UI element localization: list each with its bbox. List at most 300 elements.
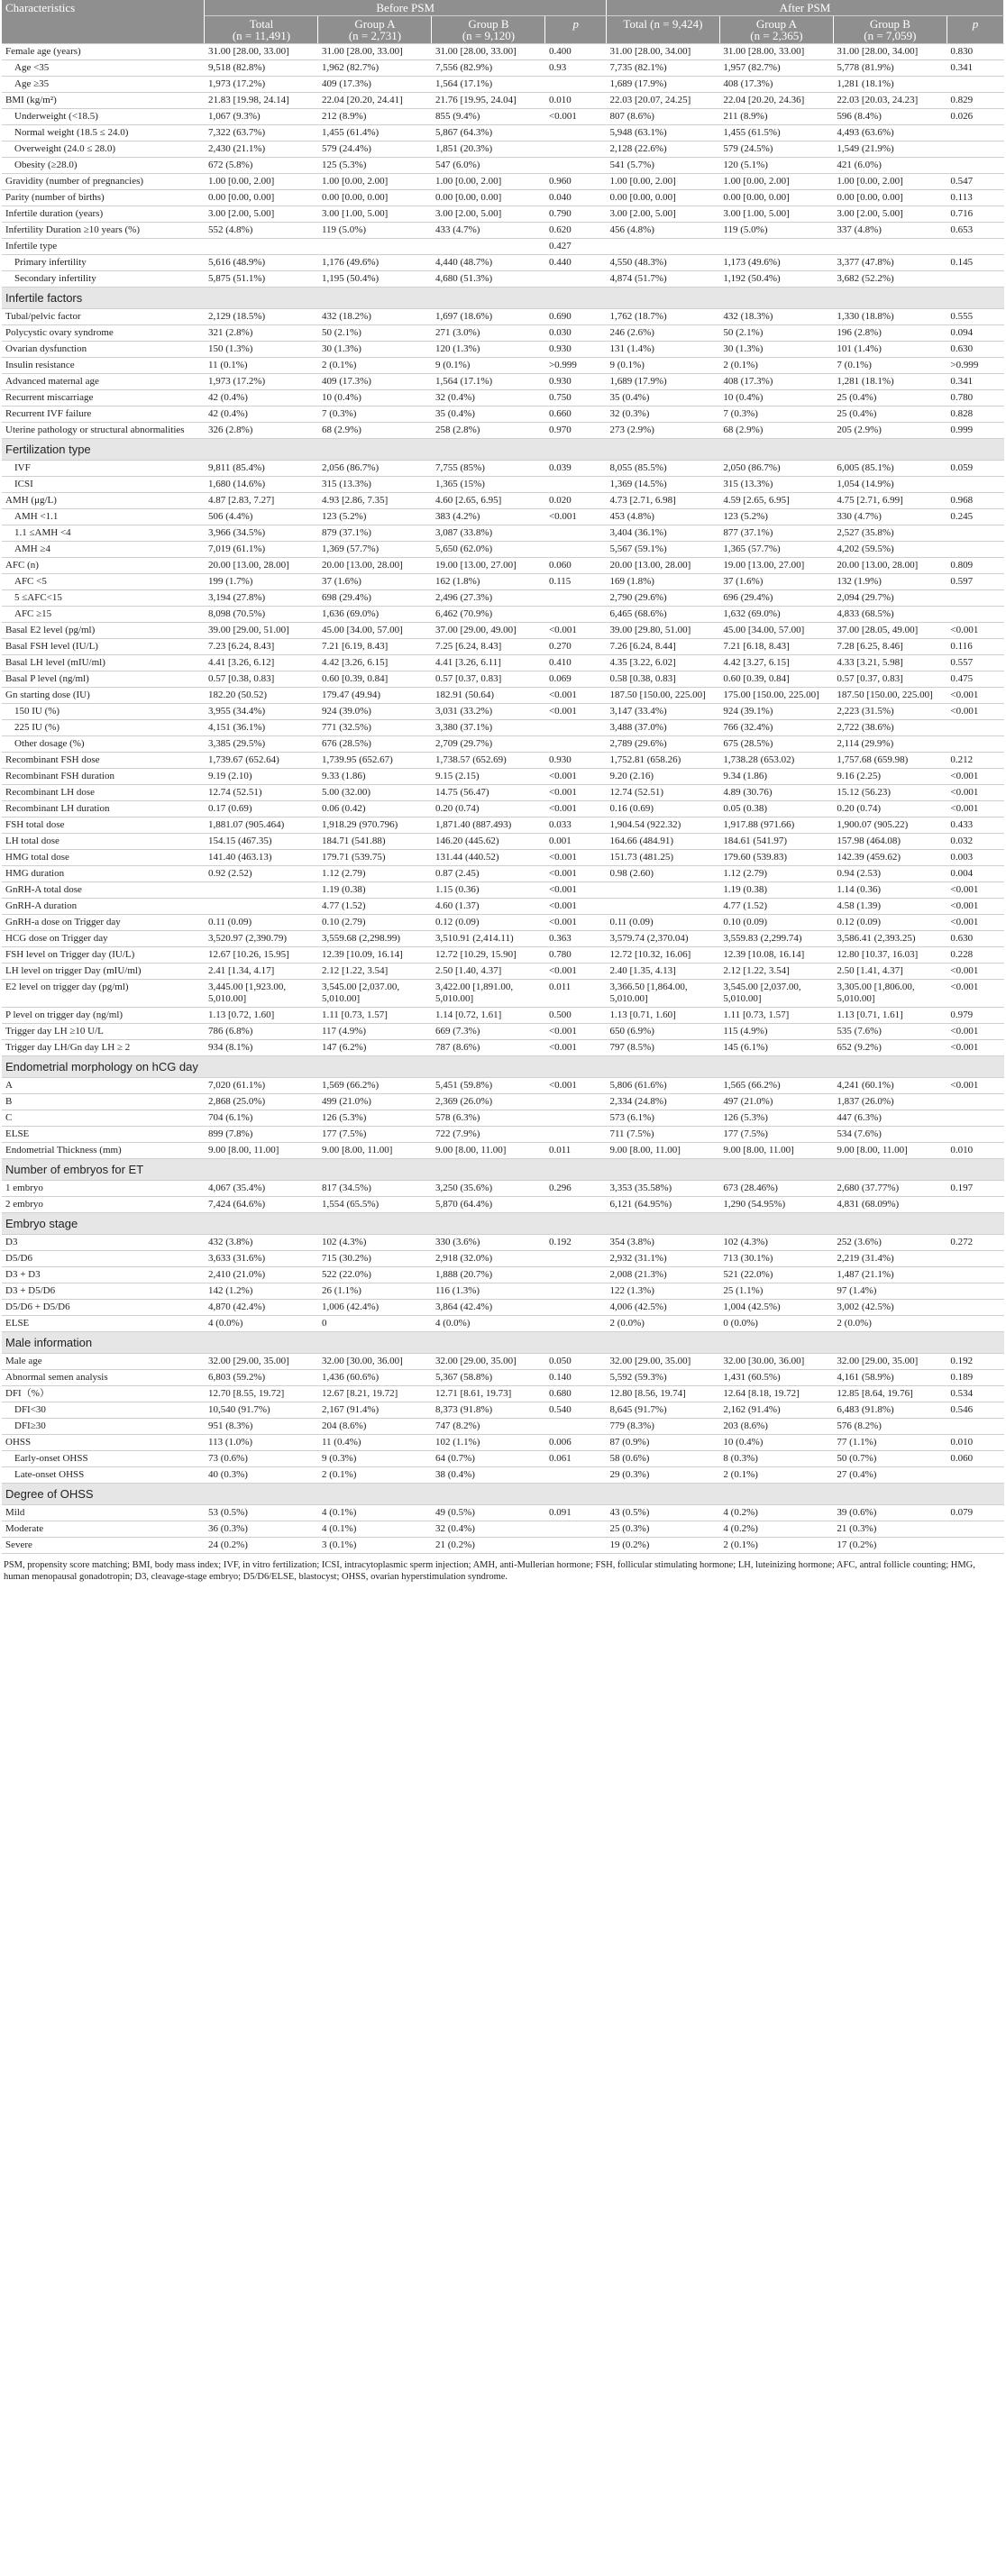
table-cell: 3,404 (36.1%) bbox=[606, 525, 719, 542]
table-cell: 53 (0.5%) bbox=[205, 1505, 318, 1521]
row-label: DFI≥30 bbox=[2, 1419, 205, 1435]
table-cell: 3.00 [2.00, 5.00] bbox=[833, 206, 947, 223]
table-cell: <0.001 bbox=[947, 1024, 1003, 1040]
table-cell: <0.001 bbox=[545, 688, 607, 704]
table-cell: 432 (3.8%) bbox=[205, 1235, 318, 1251]
table-cell: 0.690 bbox=[545, 309, 607, 325]
table-cell: 2 (0.1%) bbox=[318, 358, 432, 374]
row-label: Late-onset OHSS bbox=[2, 1467, 205, 1484]
table-cell: 11 (0.4%) bbox=[318, 1435, 432, 1451]
table-cell: 0.57 [0.38, 0.83] bbox=[205, 671, 318, 688]
table-cell: 1,431 (60.5%) bbox=[719, 1370, 833, 1386]
table-cell: 522 (22.0%) bbox=[318, 1267, 432, 1283]
table-cell: 252 (3.6%) bbox=[833, 1235, 947, 1251]
table-cell: 1,369 (57.7%) bbox=[318, 542, 432, 558]
table-cell: 9.16 (2.25) bbox=[833, 769, 947, 785]
row-label: Female age (years) bbox=[2, 44, 205, 60]
table-cell: 4.77 (1.52) bbox=[719, 899, 833, 915]
table-cell: 9 (0.3%) bbox=[318, 1451, 432, 1467]
table-cell: 4 (0.1%) bbox=[318, 1521, 432, 1538]
row-label: GnRH-A duration bbox=[2, 899, 205, 915]
table-cell: 58 (0.6%) bbox=[606, 1451, 719, 1467]
table-cell: 1.19 (0.38) bbox=[318, 882, 432, 899]
table-cell: 50 (2.1%) bbox=[318, 325, 432, 342]
row-label: Recombinant LH dose bbox=[2, 785, 205, 801]
table-cell: 1.12 (2.79) bbox=[719, 866, 833, 882]
table-cell bbox=[947, 1127, 1003, 1143]
table-cell: 696 (29.4%) bbox=[719, 590, 833, 607]
table-cell: 0.809 bbox=[947, 558, 1003, 574]
table-cell: 0.93 bbox=[545, 60, 607, 77]
table-cell: 0.400 bbox=[545, 44, 607, 60]
table-cell: 32.00 [30.00, 36.00] bbox=[719, 1354, 833, 1370]
table-cell: 573 (6.1%) bbox=[606, 1110, 719, 1127]
table-cell: 204 (8.6%) bbox=[318, 1419, 432, 1435]
table-cell: 31.00 [28.00, 33.00] bbox=[432, 44, 545, 60]
table-row bbox=[2, 1419, 1004, 1435]
table-row bbox=[2, 525, 1004, 542]
table-cell bbox=[205, 882, 318, 899]
table-cell: 2,369 (26.0%) bbox=[432, 1094, 545, 1110]
table-cell: 20.00 [13.00, 28.00] bbox=[606, 558, 719, 574]
table-cell: 409 (17.3%) bbox=[318, 374, 432, 390]
table-cell: 3,366.50 [1,864.00, 5,010.00] bbox=[606, 980, 719, 1008]
table-row bbox=[2, 325, 1004, 342]
table-cell: 0.94 (2.53) bbox=[833, 866, 947, 882]
table-cell: 2,128 (22.6%) bbox=[606, 142, 719, 158]
table-row bbox=[2, 125, 1004, 142]
table-cell: 0.11 (0.09) bbox=[205, 915, 318, 931]
table-cell: 120 (5.1%) bbox=[719, 158, 833, 174]
table-cell: 187.50 [150.00, 225.00] bbox=[606, 688, 719, 704]
table-cell: 12.64 [8.18, 19.72] bbox=[719, 1386, 833, 1402]
table-cell: 1,738.57 (652.69) bbox=[432, 753, 545, 769]
table-cell: 77 (1.1%) bbox=[833, 1435, 947, 1451]
table-cell: 21 (0.3%) bbox=[833, 1521, 947, 1538]
table-cell: 596 (8.4%) bbox=[833, 109, 947, 125]
table-cell bbox=[947, 158, 1003, 174]
table-cell: 4,440 (48.7%) bbox=[432, 255, 545, 271]
table-row bbox=[2, 142, 1004, 158]
table-cell: 0.410 bbox=[545, 655, 607, 671]
table-cell: <0.001 bbox=[947, 1040, 1003, 1056]
table-cell: 1,888 (20.7%) bbox=[432, 1267, 545, 1283]
table-cell bbox=[432, 239, 545, 255]
table-cell: 151.73 (481.25) bbox=[606, 850, 719, 866]
table-cell: 456 (4.8%) bbox=[606, 223, 719, 239]
table-cell: 12.70 [8.55, 19.72] bbox=[205, 1386, 318, 1402]
table-cell: 2,056 (86.7%) bbox=[318, 461, 432, 477]
table-cell: 4,202 (59.5%) bbox=[833, 542, 947, 558]
table-cell: 4.87 [2.83, 7.27] bbox=[205, 493, 318, 509]
table-cell: 4 (0.0%) bbox=[205, 1316, 318, 1332]
table-cell: 576 (8.2%) bbox=[833, 1419, 947, 1435]
table-cell: <0.001 bbox=[947, 882, 1003, 899]
row-label: HMG total dose bbox=[2, 850, 205, 866]
table-cell: 31.00 [28.00, 33.00] bbox=[719, 44, 833, 60]
header-characteristics: Characteristics bbox=[2, 0, 205, 44]
table-cell: 8,055 (85.5%) bbox=[606, 461, 719, 477]
table-cell: 32.00 [29.00, 35.00] bbox=[205, 1354, 318, 1370]
table-cell bbox=[545, 590, 607, 607]
table-cell: 0.115 bbox=[545, 574, 607, 590]
table-cell: 0.004 bbox=[947, 866, 1003, 882]
table-cell: 2.40 [1.35, 4.13] bbox=[606, 964, 719, 980]
table-row bbox=[2, 109, 1004, 125]
table-cell bbox=[545, 1300, 607, 1316]
table-cell: 9,518 (82.8%) bbox=[205, 60, 318, 77]
table-cell bbox=[606, 239, 719, 255]
table-cell: 0.58 [0.38, 0.83] bbox=[606, 671, 719, 688]
table-cell: 2,008 (21.3%) bbox=[606, 1267, 719, 1283]
table-cell: >0.999 bbox=[545, 358, 607, 374]
table-cell: 1,290 (54.95%) bbox=[719, 1197, 833, 1213]
table-cell: 3,559.83 (2,299.74) bbox=[719, 931, 833, 947]
section-header bbox=[2, 1056, 1004, 1078]
table-cell: 120 (1.3%) bbox=[432, 342, 545, 358]
row-label: GnRH-a dose on Trigger day bbox=[2, 915, 205, 931]
table-cell: 432 (18.2%) bbox=[318, 309, 432, 325]
table-cell: 25 (0.3%) bbox=[606, 1521, 719, 1538]
section-header bbox=[2, 1159, 1004, 1181]
table-cell: <0.001 bbox=[545, 769, 607, 785]
table-row bbox=[2, 1386, 1004, 1402]
table-cell: 3,966 (34.5%) bbox=[205, 525, 318, 542]
table-row bbox=[2, 1451, 1004, 1467]
table-cell: 315 (13.3%) bbox=[318, 477, 432, 493]
table-cell bbox=[947, 271, 1003, 288]
table-cell: 0.00 [0.00, 0.00] bbox=[205, 190, 318, 206]
row-label: AFC ≥15 bbox=[2, 607, 205, 623]
table-cell bbox=[947, 1094, 1003, 1110]
header-before-psm: Before PSM bbox=[205, 0, 606, 16]
table-cell bbox=[545, 1521, 607, 1538]
table-row bbox=[2, 190, 1004, 206]
row-label: P level on trigger day (ng/ml) bbox=[2, 1008, 205, 1024]
table-cell bbox=[545, 1267, 607, 1283]
table-cell: 0.228 bbox=[947, 947, 1003, 964]
table-cell: 3,545.00 [2,037.00, 5,010.00] bbox=[318, 980, 432, 1008]
row-label: DFI（%） bbox=[2, 1386, 205, 1402]
table-cell: 2,789 (29.6%) bbox=[606, 736, 719, 753]
table-cell: 1.00 [0.00, 2.00] bbox=[606, 174, 719, 190]
table-cell: 1,636 (69.0%) bbox=[318, 607, 432, 623]
table-cell: 32 (0.4%) bbox=[432, 390, 545, 406]
section-header bbox=[2, 288, 1004, 309]
row-label: Basal P level (ng/ml) bbox=[2, 671, 205, 688]
table-cell: 26 (1.1%) bbox=[318, 1283, 432, 1300]
table-cell bbox=[545, 1197, 607, 1213]
table-cell: 1.00 [0.00, 2.00] bbox=[432, 174, 545, 190]
section-header bbox=[2, 439, 1004, 461]
table-row bbox=[2, 720, 1004, 736]
row-label: Basal E2 level (pg/ml) bbox=[2, 623, 205, 639]
row-label: AMH ≥4 bbox=[2, 542, 205, 558]
row-label: Recombinant LH duration bbox=[2, 801, 205, 818]
table-cell: 2 (0.1%) bbox=[719, 1467, 833, 1484]
table-cell: 0.026 bbox=[947, 109, 1003, 125]
table-cell: 7,556 (82.9%) bbox=[432, 60, 545, 77]
table-cell: 4 (0.2%) bbox=[719, 1505, 833, 1521]
table-cell: 8 (0.3%) bbox=[719, 1451, 833, 1467]
table-cell: 0.790 bbox=[545, 206, 607, 223]
row-label: AFC (n) bbox=[2, 558, 205, 574]
table-cell: 0.60 [0.39, 0.84] bbox=[719, 671, 833, 688]
table-cell: 4.35 [3.22, 6.02] bbox=[606, 655, 719, 671]
table-cell: 4,493 (63.6%) bbox=[833, 125, 947, 142]
table-cell: 934 (8.1%) bbox=[205, 1040, 318, 1056]
table-row bbox=[2, 1370, 1004, 1386]
table-cell bbox=[947, 720, 1003, 736]
table-cell: 4,151 (36.1%) bbox=[205, 720, 318, 736]
table-row bbox=[2, 255, 1004, 271]
table-cell bbox=[947, 77, 1003, 93]
table-cell: 68 (2.9%) bbox=[719, 423, 833, 439]
table-cell: 1,569 (66.2%) bbox=[318, 1078, 432, 1094]
table-cell: 3,445.00 [1,923.00, 5,010.00] bbox=[205, 980, 318, 1008]
table-cell: 7.23 [6.24, 8.43] bbox=[205, 639, 318, 655]
table-cell bbox=[545, 607, 607, 623]
table-cell: 0.427 bbox=[545, 239, 607, 255]
table-row bbox=[2, 174, 1004, 190]
table-cell: 2.12 [1.22, 3.54] bbox=[318, 964, 432, 980]
table-cell: 0.069 bbox=[545, 671, 607, 688]
table-row bbox=[2, 423, 1004, 439]
table-cell: 1,973 (17.2%) bbox=[205, 77, 318, 93]
row-label: AFC <5 bbox=[2, 574, 205, 590]
table-cell: 1.00 [0.00, 2.00] bbox=[205, 174, 318, 190]
table-row bbox=[2, 271, 1004, 288]
table-cell: 20.00 [13.00, 28.00] bbox=[205, 558, 318, 574]
table-cell: 50 (0.7%) bbox=[833, 1451, 947, 1467]
table-cell: 0.653 bbox=[947, 223, 1003, 239]
table-cell: 3,422.00 [1,891.00, 5,010.00] bbox=[432, 980, 545, 1008]
table-row bbox=[2, 509, 1004, 525]
table-cell: 12.71 [8.61, 19.73] bbox=[432, 1386, 545, 1402]
table-cell: 3.00 [2.00, 5.00] bbox=[606, 206, 719, 223]
table-cell: 4,067 (35.4%) bbox=[205, 1181, 318, 1197]
row-label: Gravidity (number of pregnancies) bbox=[2, 174, 205, 190]
table-cell: 1.00 [0.00, 2.00] bbox=[719, 174, 833, 190]
table-cell: 715 (30.2%) bbox=[318, 1251, 432, 1267]
table-cell: 675 (28.5%) bbox=[719, 736, 833, 753]
table-row bbox=[2, 1008, 1004, 1024]
table-cell: 1,851 (20.3%) bbox=[432, 142, 545, 158]
table-cell bbox=[205, 239, 318, 255]
table-row bbox=[2, 390, 1004, 406]
table-cell: 30 (1.3%) bbox=[719, 342, 833, 358]
table-cell: 40 (0.3%) bbox=[205, 1467, 318, 1484]
table-cell: 43 (0.5%) bbox=[606, 1505, 719, 1521]
table-cell: 12.72 [10.29, 15.90] bbox=[432, 947, 545, 964]
table-cell: <0.001 bbox=[545, 899, 607, 915]
table-cell: 7,755 (85%) bbox=[432, 461, 545, 477]
table-cell: <0.001 bbox=[947, 623, 1003, 639]
table-cell: 521 (22.0%) bbox=[719, 1267, 833, 1283]
table-cell: 1,192 (50.4%) bbox=[719, 271, 833, 288]
table-cell: 0.440 bbox=[545, 255, 607, 271]
table-cell: 0.557 bbox=[947, 655, 1003, 671]
row-label: Other dosage (%) bbox=[2, 736, 205, 753]
table-cell: 7,322 (63.7%) bbox=[205, 125, 318, 142]
table-cell: 68 (2.9%) bbox=[318, 423, 432, 439]
table-row bbox=[2, 1267, 1004, 1283]
table-row bbox=[2, 558, 1004, 574]
table-cell: 20.00 [13.00, 28.00] bbox=[833, 558, 947, 574]
table-cell: 35 (0.4%) bbox=[432, 406, 545, 423]
table-row bbox=[2, 1251, 1004, 1267]
row-label: Underweight (<18.5) bbox=[2, 109, 205, 125]
table-cell: 3,488 (37.0%) bbox=[606, 720, 719, 736]
table-cell: 30 (1.3%) bbox=[318, 342, 432, 358]
table-cell: 676 (28.5%) bbox=[318, 736, 432, 753]
table-cell: 142 (1.2%) bbox=[205, 1283, 318, 1300]
table-cell: 4.33 [3.21, 5.98] bbox=[833, 655, 947, 671]
table-row bbox=[2, 493, 1004, 509]
table-row bbox=[2, 223, 1004, 239]
table-cell bbox=[205, 899, 318, 915]
table-cell: 37.00 [29.00, 49.00] bbox=[432, 623, 545, 639]
table-footnote: PSM, propensity score matching; BMI, body mass index; IVF, in vitro fertilization; ICSI, intracytoplasmic sperm injection; AMH, anti-Mullerian hormone; FSH, follicular stimulating hormone; LH, luteinizing hormone; AFC, antral follicle counting; HMG, human menopausal gonadotropin; D3, cleavage-stage embryo; D5/D6/ELSE, blastocyst; OHSS, ovarian hyperstimulation syndrome. bbox=[4, 1560, 975, 1582]
table-cell: 0.091 bbox=[545, 1505, 607, 1521]
table-cell: 0.999 bbox=[947, 423, 1003, 439]
table-cell: 704 (6.1%) bbox=[205, 1110, 318, 1127]
table-cell: 0.92 (2.52) bbox=[205, 866, 318, 882]
table-cell bbox=[947, 1251, 1003, 1267]
table-cell: 182.20 (50.52) bbox=[205, 688, 318, 704]
table-cell bbox=[545, 736, 607, 753]
table-cell: <0.001 bbox=[545, 1078, 607, 1094]
table-cell: 7.21 [6.18, 8.43] bbox=[719, 639, 833, 655]
table-cell: 0.020 bbox=[545, 493, 607, 509]
table-cell: 0.930 bbox=[545, 342, 607, 358]
table-cell: 12.67 [8.21, 19.72] bbox=[318, 1386, 432, 1402]
table-cell: 3,377 (47.8%) bbox=[833, 255, 947, 271]
row-label: Gn starting dose (IU) bbox=[2, 688, 205, 704]
table-cell: 154.15 (467.35) bbox=[205, 834, 318, 850]
table-cell: 3,305.00 [1,806.00, 5,010.00] bbox=[833, 980, 947, 1008]
table-row bbox=[2, 639, 1004, 655]
table-cell: 7 (0.1%) bbox=[833, 358, 947, 374]
table-cell: 330 (4.7%) bbox=[833, 509, 947, 525]
table-cell bbox=[545, 1467, 607, 1484]
row-label: Endometrial Thickness (mm) bbox=[2, 1143, 205, 1159]
table-cell: 0.079 bbox=[947, 1505, 1003, 1521]
table-cell: 1,564 (17.1%) bbox=[432, 374, 545, 390]
table-row bbox=[2, 1181, 1004, 1197]
table-row bbox=[2, 1467, 1004, 1484]
table-cell: 3,510.91 (2,414.11) bbox=[432, 931, 545, 947]
table-cell: 11 (0.1%) bbox=[205, 358, 318, 374]
table-cell: 115 (4.9%) bbox=[719, 1024, 833, 1040]
table-row bbox=[2, 477, 1004, 493]
table-cell: 102 (4.3%) bbox=[318, 1235, 432, 1251]
table-cell: 8,645 (91.7%) bbox=[606, 1402, 719, 1419]
table-cell: 3,031 (33.2%) bbox=[432, 704, 545, 720]
table-cell: 3,545.00 [2,037.00, 5,010.00] bbox=[719, 980, 833, 1008]
table-cell: 24 (0.2%) bbox=[205, 1538, 318, 1554]
table-cell: 0.555 bbox=[947, 309, 1003, 325]
table-cell: 0.20 (0.74) bbox=[432, 801, 545, 818]
table-cell: 32 (0.3%) bbox=[606, 406, 719, 423]
table-cell: 1,369 (14.5%) bbox=[606, 477, 719, 493]
row-label: Infertile duration (years) bbox=[2, 206, 205, 223]
table-row bbox=[2, 980, 1004, 1008]
table-cell: 2.50 [1.40, 4.37] bbox=[432, 964, 545, 980]
table-cell: 19 (0.2%) bbox=[606, 1538, 719, 1554]
table-cell: 22.04 [20.20, 24.36] bbox=[719, 93, 833, 109]
table-cell: 855 (9.4%) bbox=[432, 109, 545, 125]
table-cell: <0.001 bbox=[947, 964, 1003, 980]
table-row bbox=[2, 1505, 1004, 1521]
table-cell: 4.58 (1.39) bbox=[833, 899, 947, 915]
table-cell: 177 (7.5%) bbox=[318, 1127, 432, 1143]
table-cell: <0.001 bbox=[947, 704, 1003, 720]
table-cell: 3,194 (27.8%) bbox=[205, 590, 318, 607]
table-cell: 0.116 bbox=[947, 639, 1003, 655]
characteristics-table bbox=[2, 0, 1004, 1554]
table-cell: 4,006 (42.5%) bbox=[606, 1300, 719, 1316]
table-cell: 182.91 (50.64) bbox=[432, 688, 545, 704]
table-cell: 0.06 (0.42) bbox=[318, 801, 432, 818]
table-cell: 787 (8.6%) bbox=[432, 1040, 545, 1056]
table-cell: 1,917.88 (971.66) bbox=[719, 818, 833, 834]
table-cell: 0.968 bbox=[947, 493, 1003, 509]
table-cell: 0.680 bbox=[545, 1386, 607, 1402]
row-label: Abnormal semen analysis bbox=[2, 1370, 205, 1386]
row-label: A bbox=[2, 1078, 205, 1094]
table-row bbox=[2, 1283, 1004, 1300]
table-cell: <0.001 bbox=[545, 801, 607, 818]
table-row bbox=[2, 77, 1004, 93]
table-cell: 408 (17.3%) bbox=[719, 77, 833, 93]
table-cell: 1,195 (50.4%) bbox=[318, 271, 432, 288]
table-cell: 4,680 (51.3%) bbox=[432, 271, 545, 288]
table-row bbox=[2, 947, 1004, 964]
table-cell bbox=[947, 607, 1003, 623]
table-cell: 125 (5.3%) bbox=[318, 158, 432, 174]
row-label: ICSI bbox=[2, 477, 205, 493]
table-cell: 7 (0.3%) bbox=[719, 406, 833, 423]
table-cell: 3,250 (35.6%) bbox=[432, 1181, 545, 1197]
table-cell: <0.001 bbox=[545, 866, 607, 882]
header-after-psm: After PSM bbox=[606, 0, 1003, 16]
table-cell: <0.001 bbox=[545, 964, 607, 980]
table-cell bbox=[545, 1419, 607, 1435]
table-cell: 2,114 (29.9%) bbox=[833, 736, 947, 753]
table-cell: 22.03 [20.03, 24.23] bbox=[833, 93, 947, 109]
table-cell: 0.546 bbox=[947, 1402, 1003, 1419]
row-label: AMH (μg/L) bbox=[2, 493, 205, 509]
table-cell: 8,373 (91.8%) bbox=[432, 1402, 545, 1419]
row-label: Overweight (24.0 ≤ 28.0) bbox=[2, 142, 205, 158]
table-cell: 29 (0.3%) bbox=[606, 1467, 719, 1484]
table-row bbox=[2, 753, 1004, 769]
table-cell: 4,874 (51.7%) bbox=[606, 271, 719, 288]
table-cell: 123 (5.2%) bbox=[719, 509, 833, 525]
table-cell: 5,367 (58.8%) bbox=[432, 1370, 545, 1386]
table-cell: 1.15 (0.36) bbox=[432, 882, 545, 899]
table-row bbox=[2, 671, 1004, 688]
table-cell bbox=[947, 1521, 1003, 1538]
table-row bbox=[2, 1316, 1004, 1332]
table-row bbox=[2, 542, 1004, 558]
table-cell bbox=[947, 525, 1003, 542]
table-cell: 4.89 (30.76) bbox=[719, 785, 833, 801]
table-cell: 0.011 bbox=[545, 980, 607, 1008]
row-label: Trigger day LH/Gn day LH ≥ 2 bbox=[2, 1040, 205, 1056]
table-cell: 45.00 [34.00, 57.00] bbox=[318, 623, 432, 639]
